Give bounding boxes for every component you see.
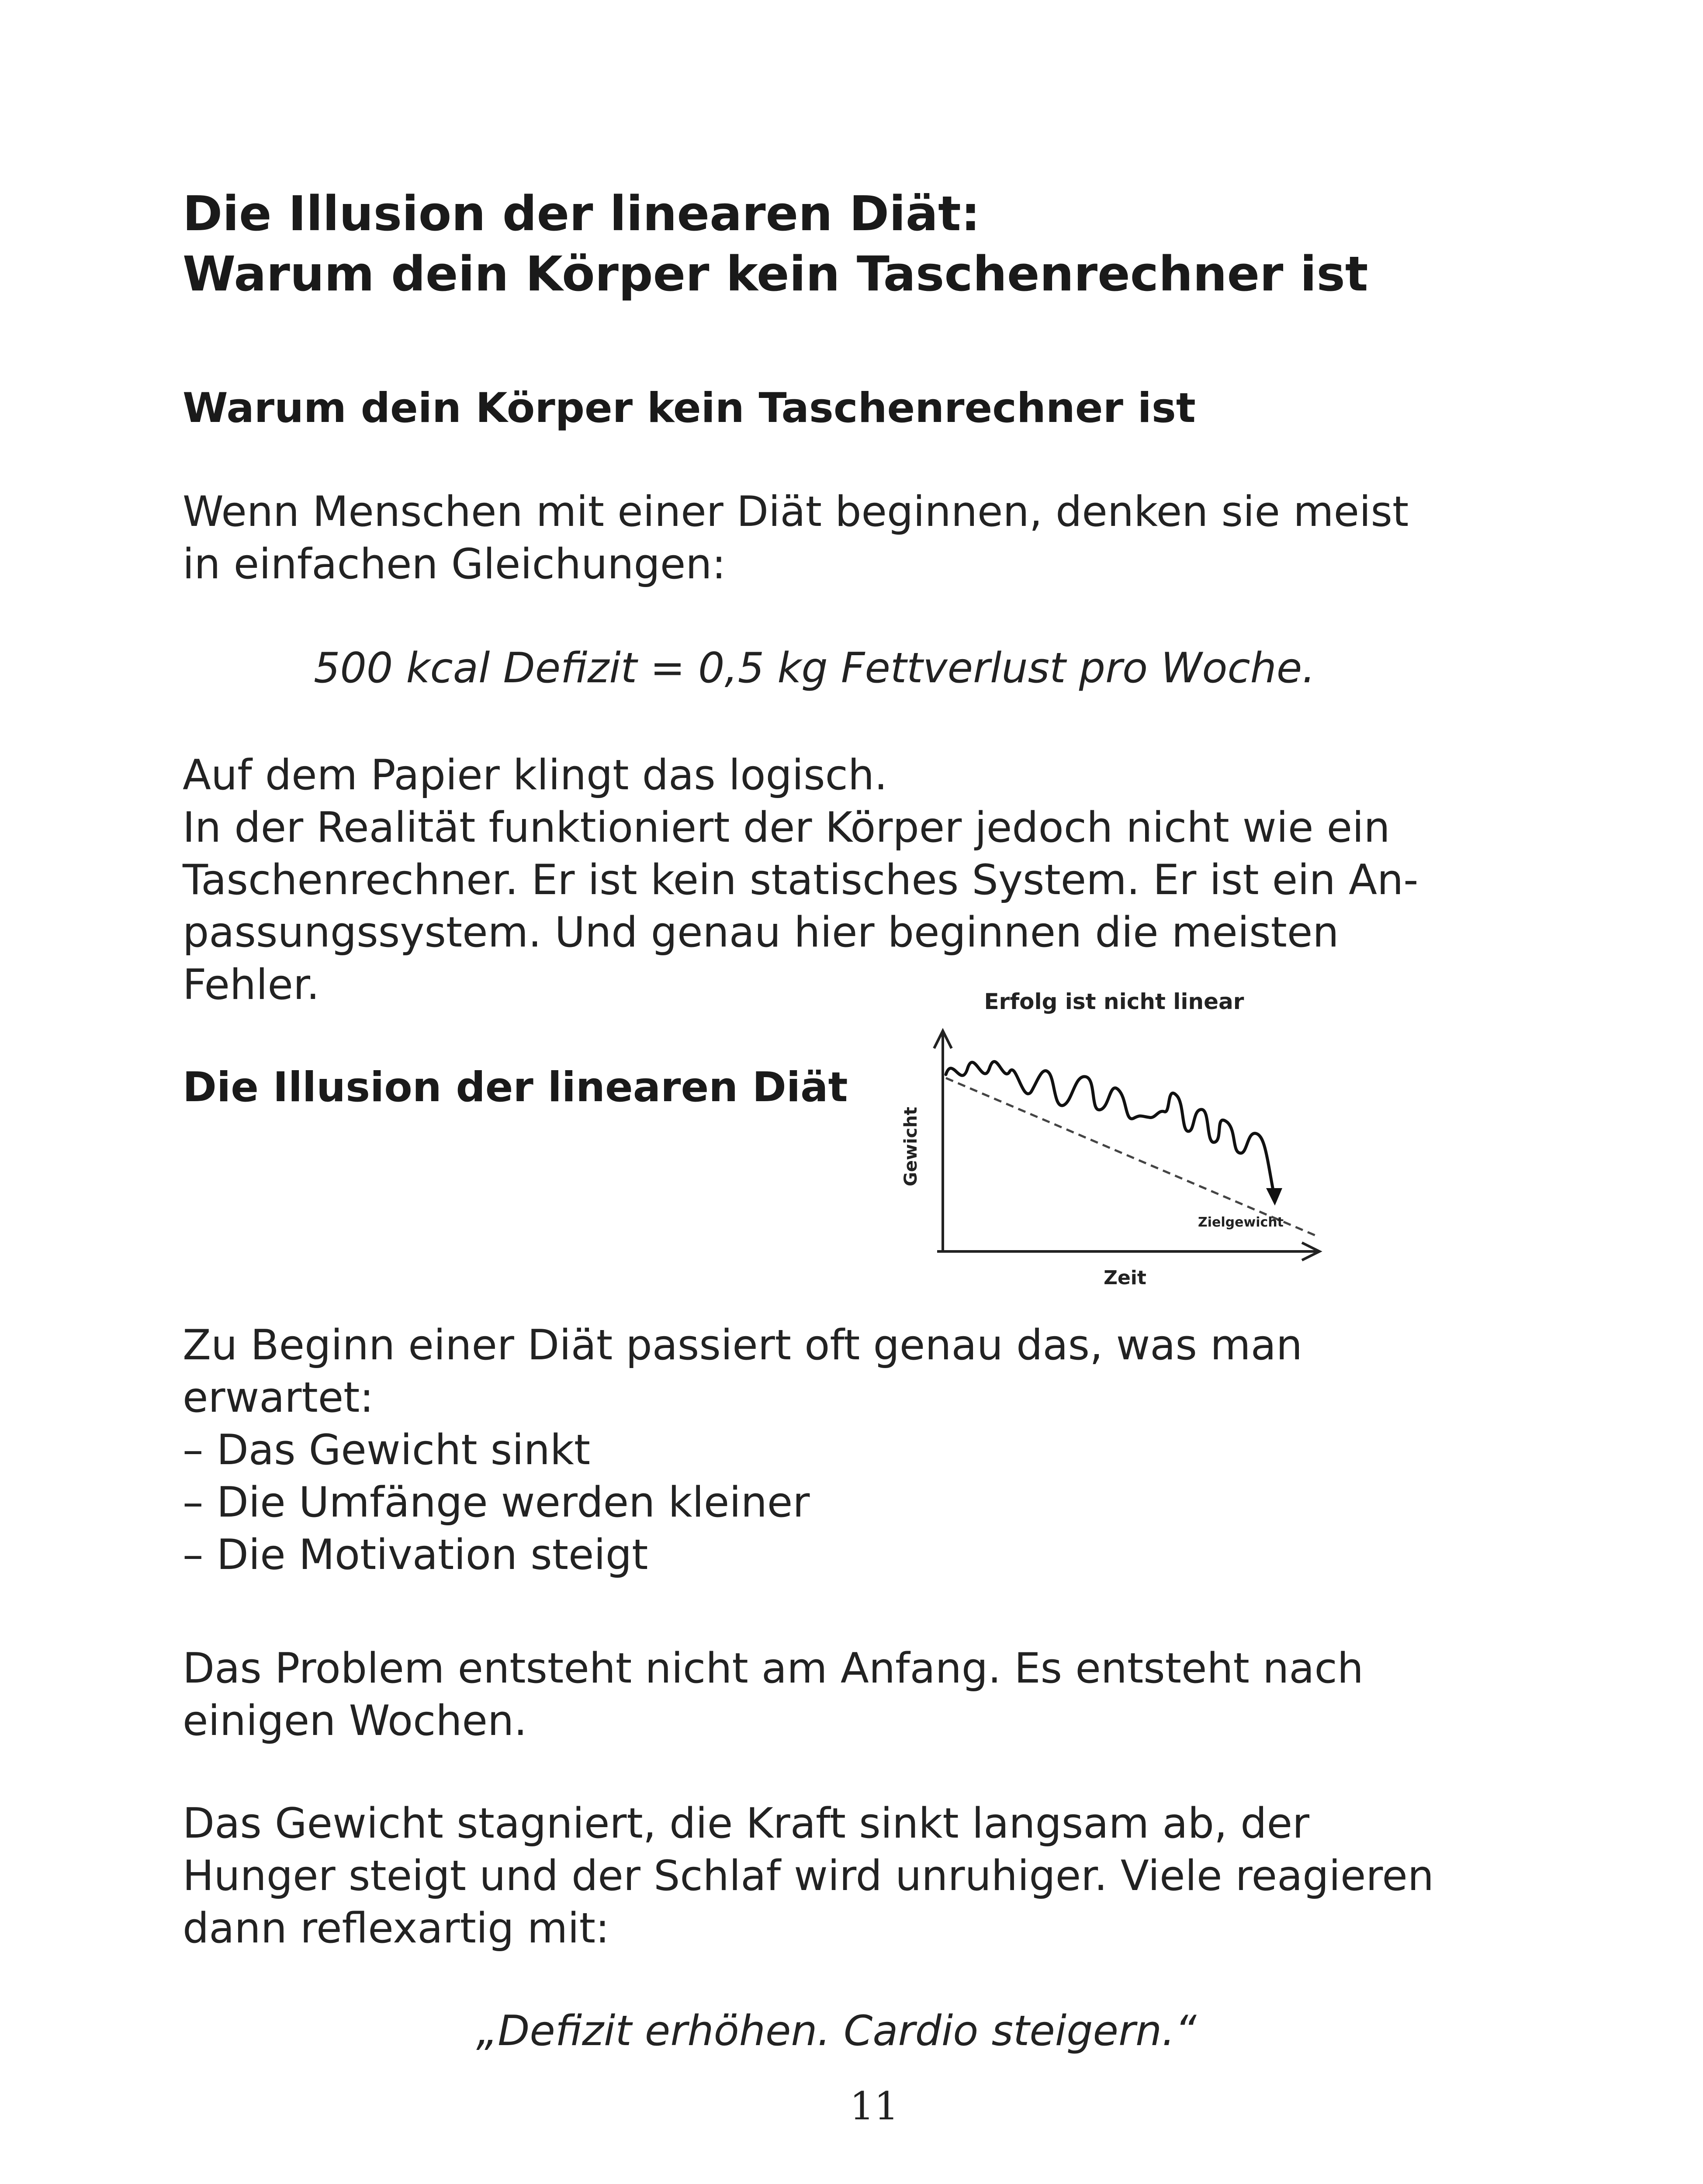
paragraph-line: Das Gewicht stagniert, die Kraft sinkt langsam ab, der [183, 1800, 1310, 1848]
list-item: – Die Umfänge werden kleiner [183, 1479, 810, 1527]
paragraph-line: Fehler. [183, 961, 320, 1009]
actual-progress-line [946, 1061, 1274, 1192]
paragraph-line: erwartet: [183, 1374, 374, 1422]
list-item: – Die Motivation steigt [183, 1531, 648, 1579]
paragraph-intro [183, 486, 1409, 591]
closing-quote: „Defizit erhöhen. Cardio steigern.“ [476, 2007, 1197, 2055]
figure-title: Erfolg ist nicht linear [984, 989, 1244, 1014]
list-item: – Das Gewicht sinkt [183, 1426, 591, 1474]
paragraph-line: passungssystem. Und genau hier beginnen die meisten [183, 909, 1339, 957]
paragraph-problem [183, 1642, 1364, 1747]
paragraph-line: Hunger steigt und der Schlaf wird unruhiger. Viele reagieren [183, 1852, 1434, 1900]
title-line-1: Die Illusion der linearen Diät: [183, 186, 980, 242]
title-line-2: Warum dein Körper kein Taschenrechner ist [183, 246, 1368, 302]
progress-arrowhead [1266, 1188, 1282, 1206]
paragraph-line: Wenn Menschen mit einer Diät beginnen, denken sie meist [183, 488, 1409, 536]
section-heading-illusion: Die Illusion der linearen Diät [183, 1064, 848, 1111]
paragraph-stagnation [183, 1797, 1434, 1955]
paragraph-line: Taschenrechner. Er ist kein statisches System. Er ist ein An- [183, 856, 1419, 904]
page-title [183, 183, 1368, 304]
paragraph-line: Zu Beginn einer Diät passiert oft genau das, was man [183, 1321, 1303, 1369]
x-axis-label: Zeit [1104, 1267, 1146, 1289]
equation-text: 500 kcal Defizit = 0,5 kg Fettverlust pro Woche. [314, 644, 1315, 692]
paragraph-line: einigen Wochen. [183, 1697, 527, 1745]
target-weight-label: Zielgewicht [1198, 1215, 1284, 1230]
paragraph-line: dann reflexartig mit: [183, 1904, 609, 1952]
page-number: 11 [850, 2084, 899, 2129]
linear-expectation-line [946, 1078, 1315, 1235]
paragraph-beginning [183, 1319, 1302, 1581]
weight-trend-illustration [891, 978, 1337, 1306]
paragraph-line: Das Problem entsteht nicht am Anfang. Es entsteht nach [183, 1645, 1364, 1693]
y-axis-label: Gewicht [901, 1107, 921, 1186]
section-heading-taschenrechner: Warum dein Körper kein Taschenrechner ist [183, 384, 1196, 432]
paragraph-line: Auf dem Papier klingt das logisch. [183, 751, 888, 799]
paragraph-line: In der Realität funktioniert der Körper jedoch nicht wie ein [183, 804, 1390, 852]
paragraph-line: in einfachen Gleichungen: [183, 540, 726, 588]
paragraph-reality [183, 749, 1419, 1011]
